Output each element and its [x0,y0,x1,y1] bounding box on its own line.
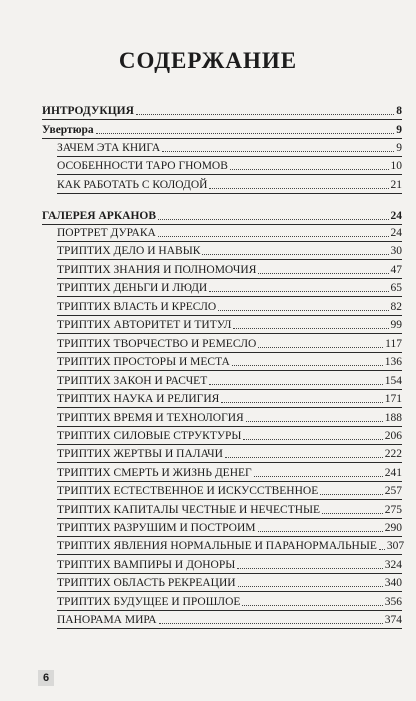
dot-leader [258,272,388,274]
toc-entry [57,240,402,258]
toc-entry-label: ТРИПТИХ АВТОРИТЕТ И ТИТУЛ [57,319,232,331]
toc-entry [57,277,402,295]
toc-entry-label: ГАЛЕРЕЯ АРКАНОВ [42,210,157,222]
toc-entry-page: 8 [396,105,402,117]
toc-entry [57,443,402,461]
toc-entry-label: ТРИПТИХ СМЕРТЬ И ЖИЗНЬ ДЕНЕГ [57,467,252,479]
toc-entry-label: ТРИПТИХ ЯВЛЕНИЯ НОРМАЛЬНЫЕ И ПАРАНОРМАЛЬНЫЕ [57,540,377,552]
toc-entry [42,119,402,137]
toc-entry-label: ЗАЧЕМ ЭТА КНИГА [57,142,161,154]
toc-entry-page: 136 [384,356,402,368]
dot-leader [233,327,388,329]
toc-entry-page: 206 [384,430,402,442]
toc-entry-page: 241 [384,467,402,479]
toc-entry [57,155,402,173]
toc-entry-page: 222 [384,448,402,460]
toc-entry-label: ТРИПТИХ ЗНАНИЯ И ПОЛНОМОЧИЯ [57,264,257,276]
toc-entry-label: ТРИПТИХ ЖЕРТВЫ И ПАЛАЧИ [57,448,223,460]
dot-leader [379,548,385,550]
toc-entry-page: 117 [385,338,402,350]
toc-entry [42,205,402,223]
dot-leader [242,604,382,606]
toc-entry [57,296,402,314]
dot-leader [322,512,383,514]
toc-entry-label: ПАНОРАМА МИРА [57,614,157,626]
toc-entry-label: ТРИПТИХ ВАМПИРЫ И ДОНОРЫ [57,559,236,571]
toc-entry-page: 24 [390,227,402,239]
toc-entry [57,388,402,406]
toc-entry-page: 340 [384,577,402,589]
toc-entry [57,222,402,240]
toc-entry [57,259,402,277]
dot-leader [238,585,383,587]
toc-entry [57,174,402,192]
toc-entry [57,591,402,609]
toc-entry [57,517,402,535]
toc-entry [57,407,402,425]
dot-leader [225,456,383,458]
toc-entry-label: ТРИПТИХ ТВОРЧЕСТВО И РЕМЕСЛО [57,338,257,350]
toc-entry-page: 188 [384,412,402,424]
dot-leader [237,567,382,569]
dot-leader [136,113,394,115]
dot-leader [221,401,382,403]
toc-entry-page: 171 [384,393,402,405]
toc-entry-label: ТРИПТИХ КАПИТАЛЫ ЧЕСТНЫЕ И НЕЧЕСТНЫЕ [57,504,321,516]
dot-leader [258,346,383,348]
toc-entry-label: ТРИПТИХ ЕСТЕСТВЕННОЕ И ИСКУССТВЕННОЕ [57,485,319,497]
toc-entry-label: ИНТРОДУКЦИЯ [42,105,134,117]
dot-leader [162,150,394,152]
toc-entry-label: ТРИПТИХ ВЛАСТЬ И КРЕСЛО [57,301,217,313]
toc-entry-label: ТРИПТИХ ДЕЛО И НАВЫК [57,245,201,257]
toc-entry-label: ТРИПТИХ СИЛОВЫЕ СТРУКТУРЫ [57,430,242,442]
toc-entry-label: ПОРТРЕТ ДУРАКА [57,227,156,239]
toc-entry [57,333,402,351]
dot-leader [320,493,383,495]
toc-entry-page: 374 [384,614,402,626]
toc-entry-page: 82 [390,301,402,313]
toc-entry-page: 9 [396,142,402,154]
toc-entry-label: ТРИПТИХ ПРОСТОРЫ И МЕСТА [57,356,230,368]
dot-leader [158,235,389,237]
toc-entry-label: ТРИПТИХ ОБЛАСТЬ РЕКРЕАЦИИ [57,577,236,589]
dot-leader [209,383,383,385]
toc-entry-label: Увертюра [42,124,94,136]
toc-entry [57,351,402,369]
toc-entry-page: 257 [384,485,402,497]
toc-entry-label: ТРИПТИХ ВРЕМЯ И ТЕХНОЛОГИЯ [57,412,244,424]
dot-leader [246,420,383,422]
dot-leader [209,187,388,189]
toc-entry [57,572,402,590]
toc-entry [57,314,402,332]
toc-entry-label: ТРИПТИХ БУДУЩЕЕ И ПРОШЛОЕ [57,596,241,608]
dot-leader [258,530,383,532]
toc-entry-label: ТРИПТИХ ЗАКОН И РАСЧЕТ [57,375,208,387]
toc-entry-label: ТРИПТИХ НАУКА И РЕЛИГИЯ [57,393,220,405]
dot-leader [159,622,383,624]
toc-entry-page: 307 [386,540,405,552]
toc-entry [57,535,405,553]
toc-entry [57,137,402,155]
dot-leader [232,364,383,366]
toc-entry-page: 30 [390,245,402,257]
toc-entry-page: 21 [390,179,402,191]
toc-entry-page: 275 [384,504,402,516]
toc-entry-page: 99 [390,319,402,331]
toc-entry-page: 290 [384,522,402,534]
toc-entry-page: 10 [390,160,402,172]
toc-entry-label: ОСОБЕННОСТИ ТАРО ГНОМОВ [57,160,228,172]
toc-entry [42,100,402,118]
toc-entry-page: 324 [384,559,402,571]
page-number: 6 [38,670,54,686]
toc-entry [57,499,402,517]
toc-entry-label: ТРИПТИХ РАЗРУШИМ И ПОСТРОИМ [57,522,256,534]
toc-entry-page: 65 [390,282,402,294]
toc-entry-page: 154 [384,375,402,387]
toc-entry [57,609,402,627]
toc-entry [57,370,402,388]
entry-underline [57,628,402,629]
dot-leader [230,168,389,170]
toc-entry [57,480,402,498]
toc-entry-page: 356 [384,596,402,608]
toc-entry-label: КАК РАБОТАТЬ С КОЛОДОЙ [57,179,208,191]
dot-leader [96,132,395,134]
toc-entry [57,554,402,572]
dot-leader [243,438,382,440]
toc-entry [57,425,402,443]
dot-leader [218,309,388,311]
entry-underline [57,193,402,194]
dot-leader [202,253,388,255]
dot-leader [254,475,383,477]
toc-entry-page: 24 [390,210,402,222]
page-title: СОДЕРЖАНИЕ [118,48,298,73]
toc-entry-label: ТРИПТИХ ДЕНЬГИ И ЛЮДИ [57,282,208,294]
toc-entry [57,462,402,480]
toc-entry-page: 47 [390,264,402,276]
toc-entry-page: 9 [396,124,402,136]
dot-leader [209,290,388,292]
dot-leader [158,218,388,220]
